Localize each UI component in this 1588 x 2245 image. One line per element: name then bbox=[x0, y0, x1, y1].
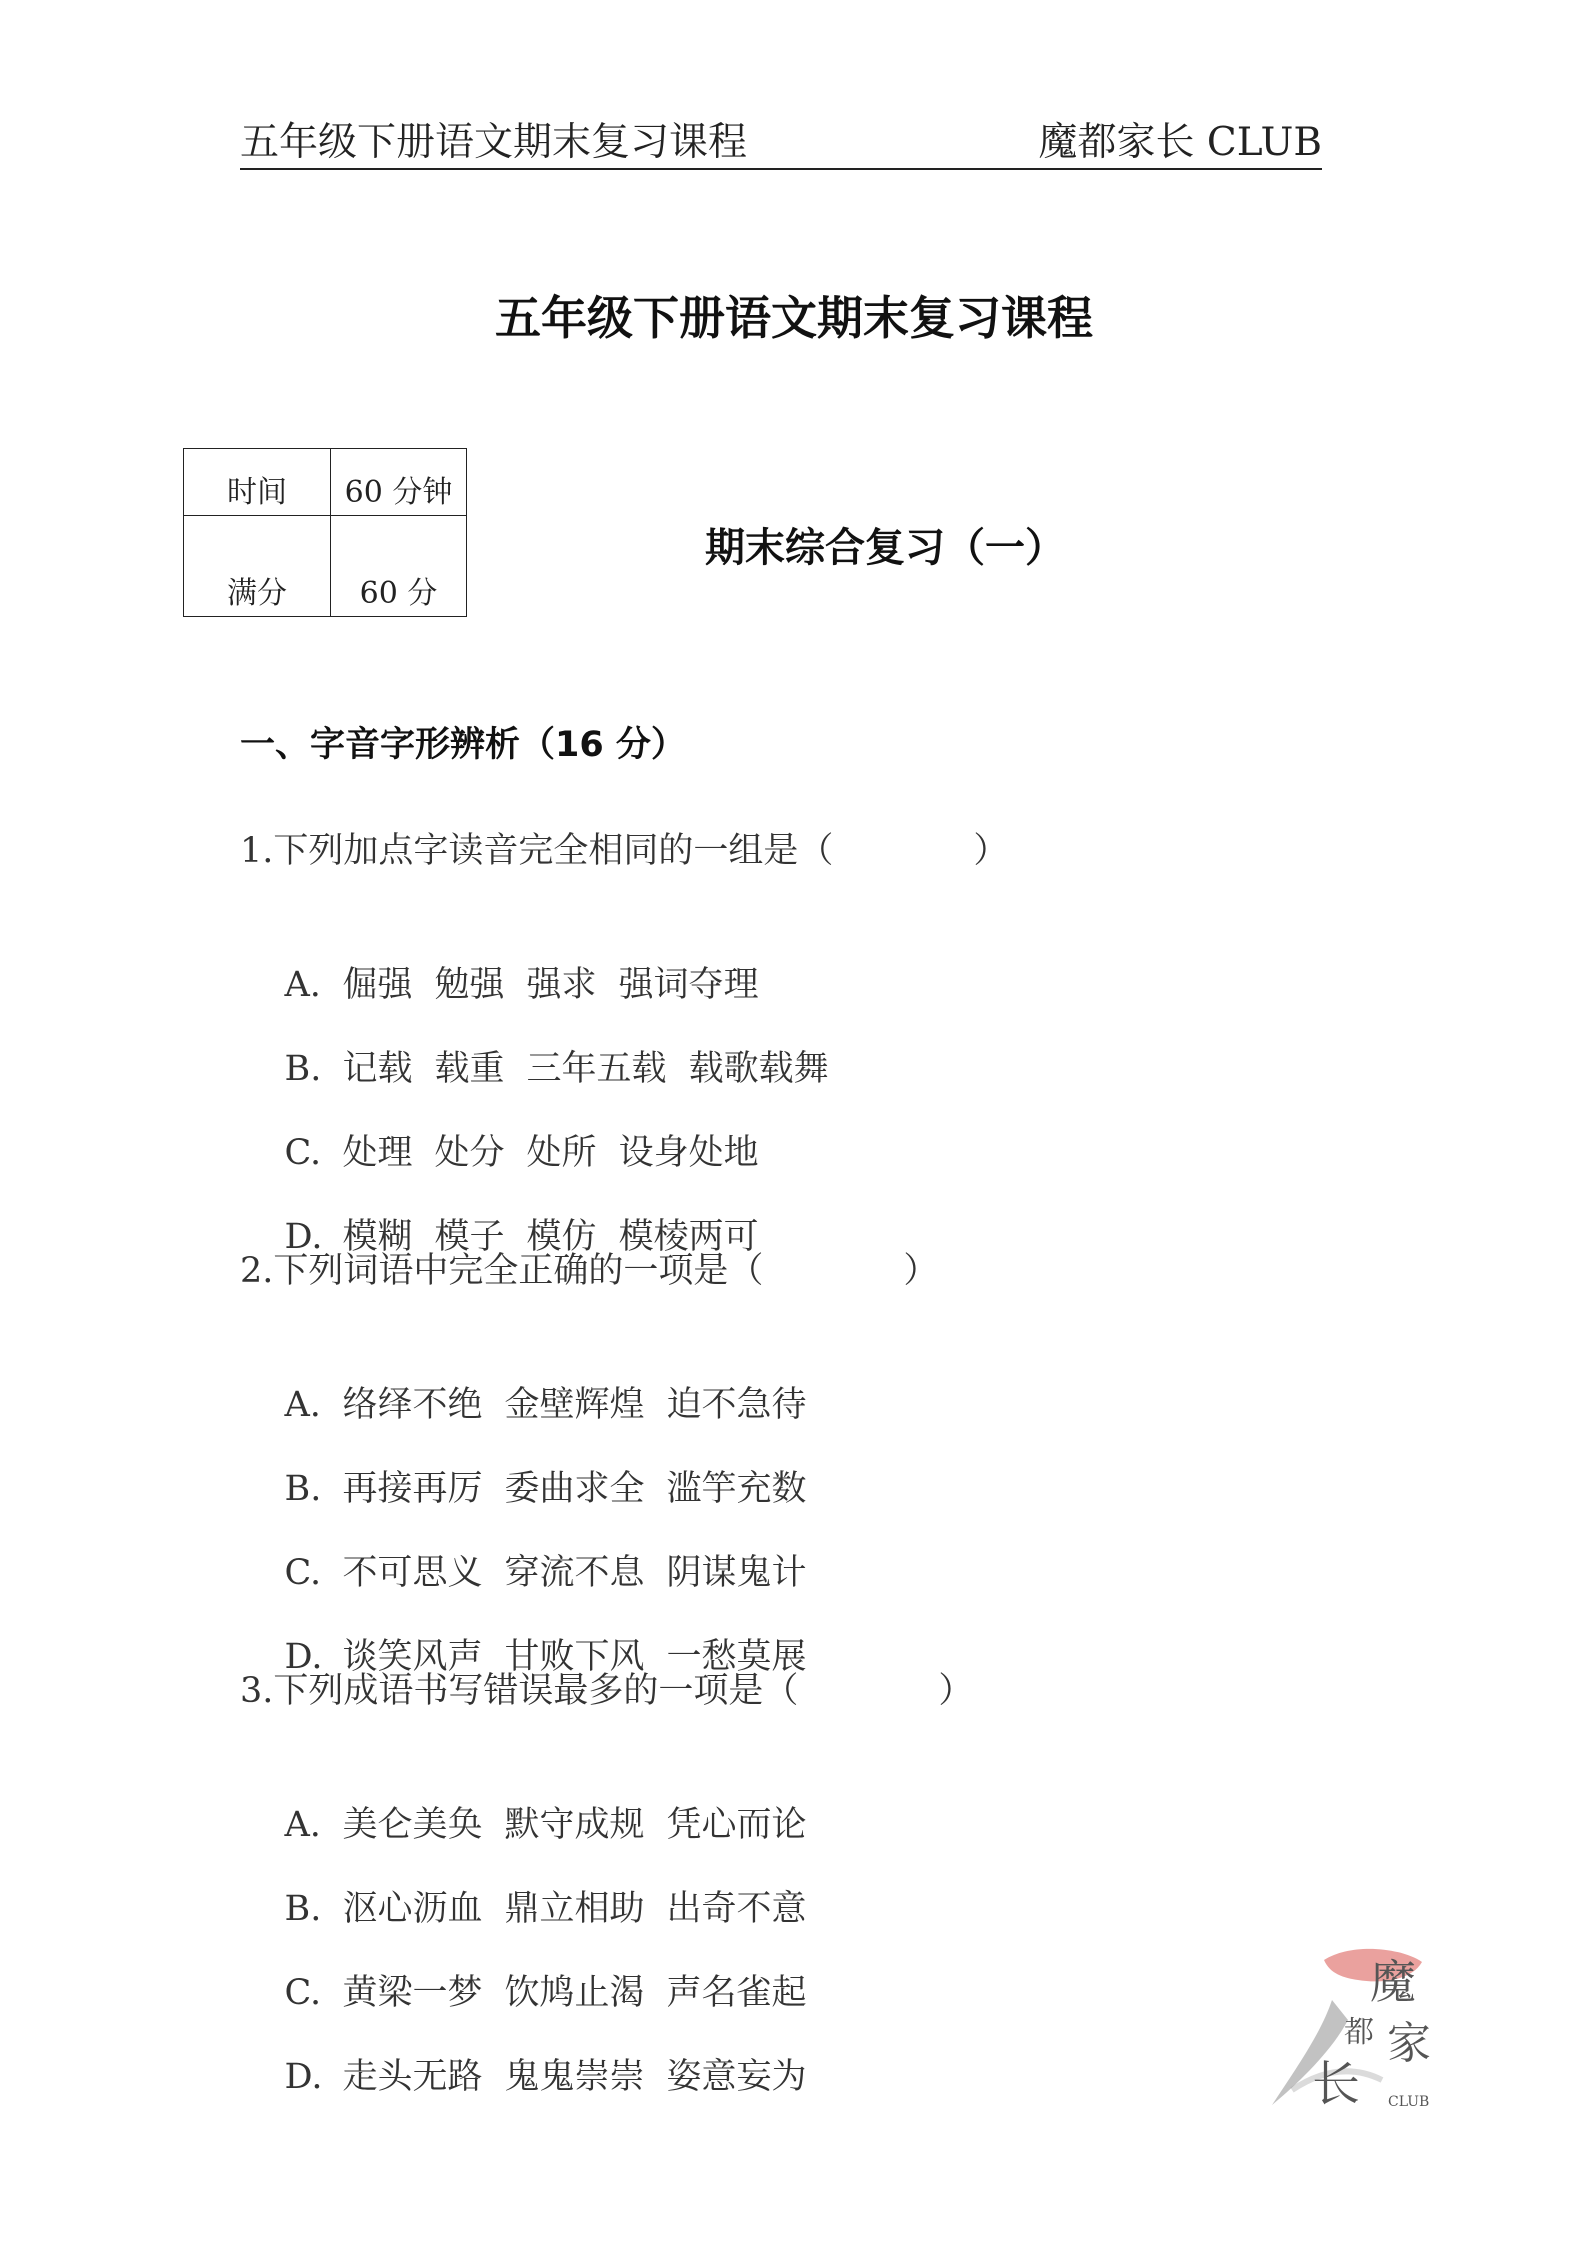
question-stem: 3.下列成语书写错误最多的一项是（ ） bbox=[240, 1671, 974, 1711]
option-word: 鬼鬼崇崇 bbox=[504, 2057, 645, 2097]
option-line bbox=[240, 2002, 829, 2152]
option-word: 走头无路 bbox=[342, 2057, 483, 2097]
info-row-time bbox=[184, 449, 467, 516]
option-letter: B. bbox=[284, 1469, 322, 1509]
option-word: 处理 bbox=[342, 1133, 413, 1173]
option-word: 三年五载 bbox=[526, 1049, 667, 1089]
option-word: 处分 bbox=[434, 1133, 505, 1173]
option-letter: D. bbox=[284, 2057, 323, 2097]
info-label-score: 满分 bbox=[184, 516, 331, 617]
logo-char: 长 bbox=[1312, 2056, 1361, 2112]
option-word: 凭心而论 bbox=[666, 1805, 807, 1845]
option-word: 记载 bbox=[342, 1049, 413, 1089]
option-word: 声名雀起 bbox=[666, 1973, 807, 2013]
option-word: 模糊 bbox=[342, 1217, 413, 1257]
option-word: 络绎不绝 bbox=[342, 1385, 483, 1425]
exam-subtitle: 期末综合复习（一） bbox=[705, 525, 1065, 571]
option-word: 美仑美奂 bbox=[342, 1805, 483, 1845]
option-word: 阴谋鬼计 bbox=[666, 1553, 807, 1593]
logo-char: 都 bbox=[1344, 2015, 1374, 2050]
info-row-score bbox=[184, 516, 467, 617]
option-word: 不可思义 bbox=[342, 1553, 483, 1593]
question-stem: 1.下列加点字读音完全相同的一组是（ ） bbox=[240, 831, 1009, 871]
option-letter: C. bbox=[284, 1133, 322, 1173]
option-word: 一愁莫展 bbox=[666, 1637, 807, 1677]
option-letter: D. bbox=[284, 1217, 323, 1257]
option-word: 模棱两可 bbox=[618, 1217, 759, 1257]
info-label-time: 时间 bbox=[184, 449, 331, 516]
option-word: 载歌载舞 bbox=[688, 1049, 829, 1089]
logo-char: 家 bbox=[1387, 2018, 1431, 2069]
option-word: 黄梁一梦 bbox=[342, 1973, 483, 2013]
option-word: 委曲求全 bbox=[504, 1469, 645, 1509]
option-letter: B. bbox=[284, 1889, 322, 1929]
option-word: 勉强 bbox=[434, 965, 505, 1005]
option-letter: C. bbox=[284, 1973, 322, 2013]
option-word: 出奇不意 bbox=[666, 1889, 807, 1929]
option-word: 甘败下风 bbox=[504, 1637, 645, 1677]
header-brand: 魔都家长 CLUB bbox=[1038, 120, 1322, 165]
option-word: 穿流不息 bbox=[504, 1553, 645, 1593]
logo-char: 魔 bbox=[1370, 1955, 1416, 2009]
option-word: 模子 bbox=[434, 1217, 505, 1257]
option-letter: D. bbox=[284, 1637, 323, 1677]
option-word: 强求 bbox=[526, 965, 597, 1005]
option-word: 谈笑风声 bbox=[342, 1637, 483, 1677]
page-header bbox=[240, 118, 1322, 170]
option-letter: A. bbox=[284, 1385, 321, 1425]
option-letter: A. bbox=[284, 965, 321, 1005]
option-word: 鼎立相助 bbox=[504, 1889, 645, 1929]
option-word: 载重 bbox=[434, 1049, 505, 1089]
brand-logo-watermark bbox=[1262, 1940, 1462, 2130]
option-word: 滥竽充数 bbox=[666, 1469, 807, 1509]
option-letter: B. bbox=[284, 1049, 322, 1089]
info-table bbox=[183, 448, 467, 617]
question-stem: 2.下列词语中完全正确的一项是（ ） bbox=[240, 1251, 939, 1291]
section-heading: 一、字音字形辨析（16 分） bbox=[240, 725, 686, 765]
option-word: 沤心沥血 bbox=[342, 1889, 483, 1929]
logo-club-text: CLUB bbox=[1388, 2094, 1430, 2110]
option-word: 倔强 bbox=[342, 965, 413, 1005]
option-word: 姿意妄为 bbox=[666, 2057, 807, 2097]
info-value-time: 60 分钟 bbox=[331, 449, 467, 516]
info-value-score: 60 分 bbox=[331, 516, 467, 617]
option-word: 饮鸠止渴 bbox=[504, 1973, 645, 2013]
option-letter: C. bbox=[284, 1553, 322, 1593]
option-word: 迫不急待 bbox=[666, 1385, 807, 1425]
document-title: 五年级下册语文期末复习课程 bbox=[495, 291, 1093, 345]
option-word: 设身处地 bbox=[618, 1133, 759, 1173]
option-word: 再接再厉 bbox=[342, 1469, 483, 1509]
option-letter: A. bbox=[284, 1805, 321, 1845]
option-word: 处所 bbox=[526, 1133, 597, 1173]
option-word: 默守成规 bbox=[504, 1805, 645, 1845]
option-word: 强词夺理 bbox=[618, 965, 759, 1005]
option-word: 模仿 bbox=[526, 1217, 597, 1257]
option-word: 金壁辉煌 bbox=[504, 1385, 645, 1425]
header-course-title: 五年级下册语文期末复习课程 bbox=[240, 120, 748, 165]
